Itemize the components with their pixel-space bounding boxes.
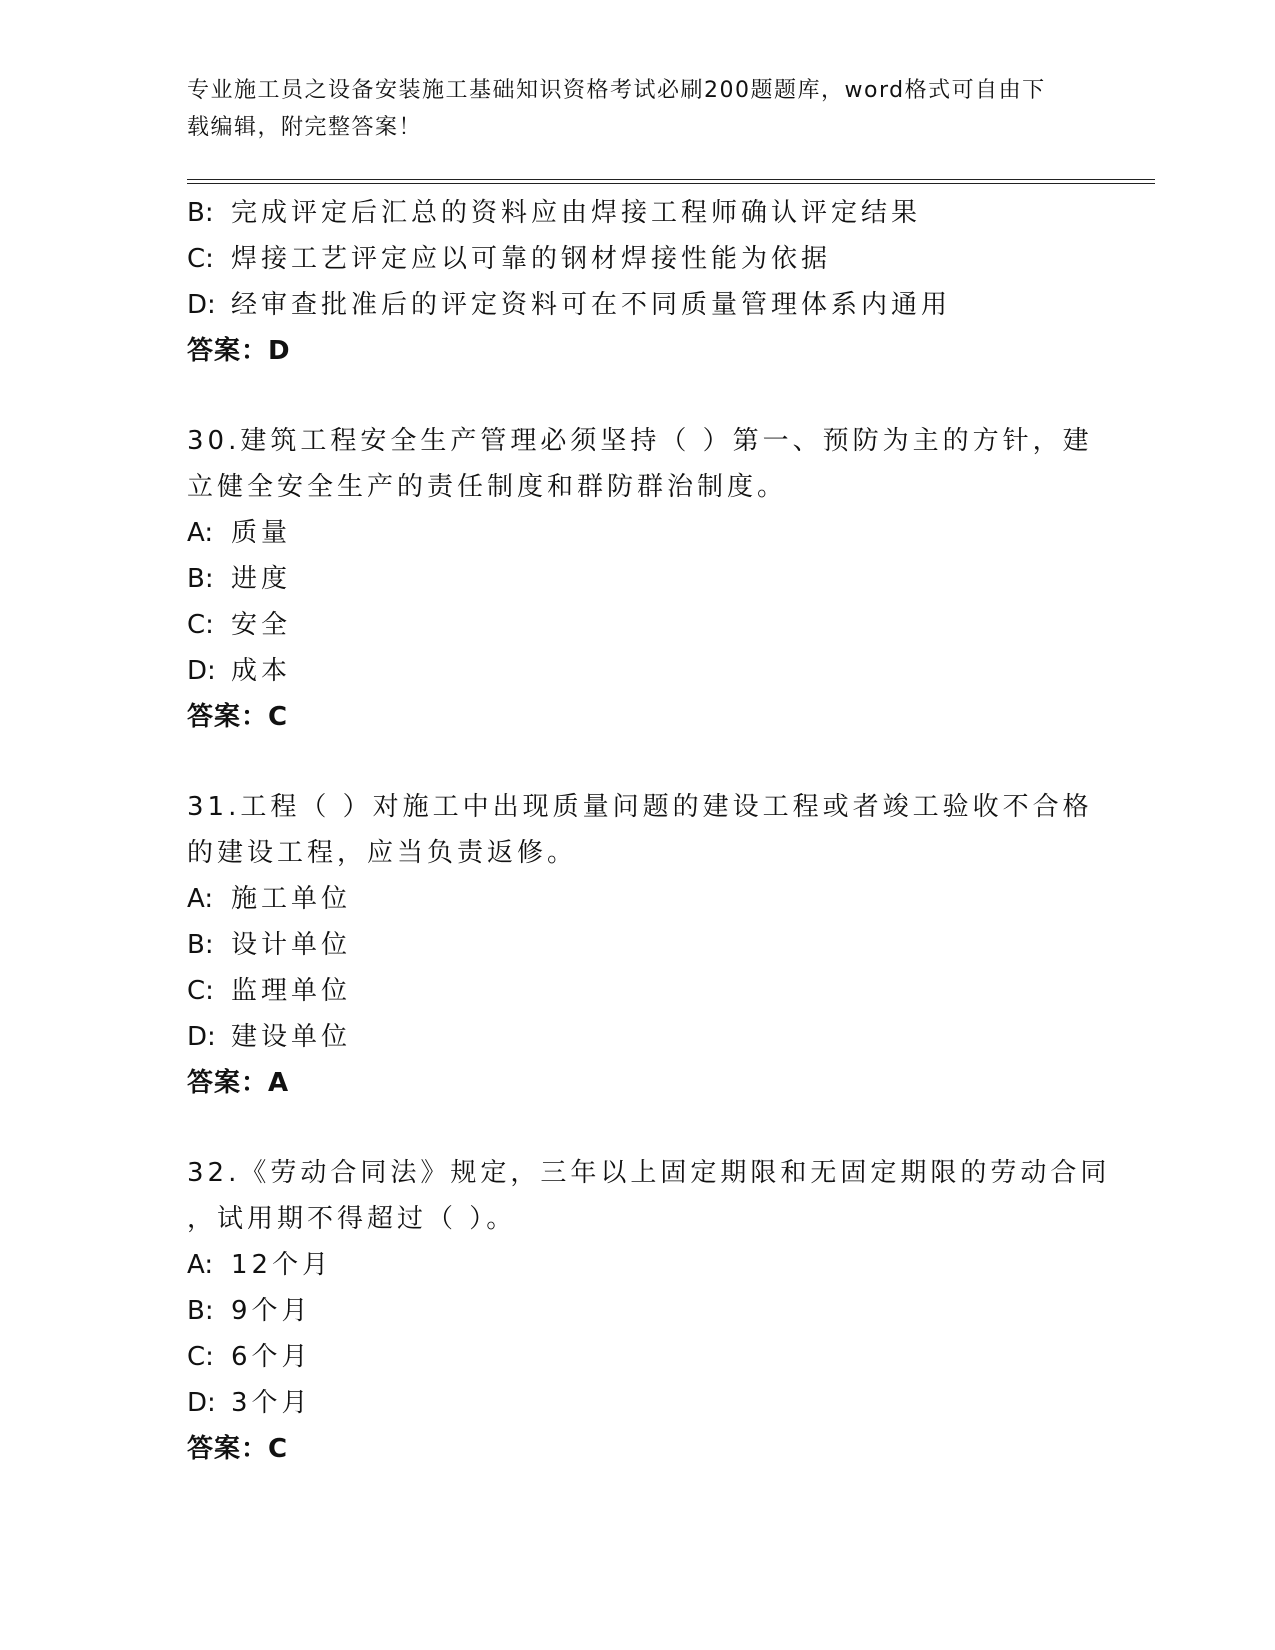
option-b — [187, 1288, 1087, 1334]
option-text: 焊接工艺评定应以可靠的钢材焊接性能为依据 — [231, 244, 832, 274]
option-text: 监理单位 — [231, 976, 352, 1006]
question-31 — [187, 784, 1093, 1106]
option-letter: D: — [187, 656, 216, 686]
option-letter: A: — [187, 518, 214, 548]
option-text: 施工单位 — [231, 884, 352, 914]
option-text: 经审查批准后的评定资料可在不同质量管理体系内通用 — [231, 290, 952, 320]
option-letter: C: — [187, 610, 214, 640]
option-text: 进度 — [231, 564, 292, 594]
option-text: 6个月 — [231, 1342, 312, 1372]
option-c — [187, 968, 1087, 1014]
question-text-line-1: 32.《劳动合同法》规定，三年以上固定期限和无固定期限的劳动合同 — [187, 1158, 1111, 1188]
option-letter: A: — [187, 884, 214, 914]
option-a — [187, 510, 1087, 556]
option-d — [187, 1014, 1087, 1060]
option-text: 完成评定后汇总的资料应由焊接工程师确认评定结果 — [231, 198, 922, 228]
option-letter: D: — [187, 1022, 216, 1052]
option-d — [187, 1380, 1087, 1426]
question-32 — [187, 1150, 1111, 1472]
option-text: 成本 — [231, 656, 292, 686]
option-d — [187, 648, 1087, 694]
option-text: 设计单位 — [231, 930, 352, 960]
option-letter: B: — [187, 930, 214, 960]
option-letter: C: — [187, 244, 214, 274]
option-d — [187, 282, 1087, 328]
question-text-line-1: 30.建筑工程安全生产管理必须坚持（ ）第一、预防为主的方针，建 — [187, 426, 1093, 456]
answer-line: 答案：A — [187, 1068, 290, 1098]
header-divider — [187, 179, 1155, 184]
option-text: 安全 — [231, 610, 292, 640]
option-text: 12个月 — [231, 1250, 333, 1280]
question-30 — [187, 418, 1093, 740]
option-b — [187, 556, 1087, 602]
option-c — [187, 602, 1087, 648]
previous-question-tail — [187, 190, 1087, 374]
option-c — [187, 1334, 1087, 1380]
question-text-line-2: 的建设工程，应当负责返修。 — [187, 838, 578, 868]
option-c — [187, 236, 1087, 282]
question-text-line-2: 立健全安全生产的责任制度和群防群治制度。 — [187, 472, 788, 502]
option-text: 建设单位 — [231, 1022, 352, 1052]
option-a — [187, 1242, 1087, 1288]
question-text-line-2: ，试用期不得超过（ ）。 — [187, 1204, 517, 1234]
document-header: 专业施工员之设备安装施工基础知识资格考试必刷200题题库，word格式可自由下载编辑，附完整答案！ — [187, 78, 1046, 140]
option-a — [187, 876, 1087, 922]
option-letter: D: — [187, 290, 216, 320]
question-text-line-1: 31.工程（ ）对施工中出现质量问题的建设工程或者竣工验收不合格 — [187, 792, 1093, 822]
option-text: 3个月 — [231, 1388, 312, 1418]
answer-line: 答案：D — [187, 336, 291, 366]
option-letter: B: — [187, 564, 214, 594]
answer-line: 答案：C — [187, 1434, 289, 1464]
option-b — [187, 190, 1087, 236]
answer-line: 答案：C — [187, 702, 289, 732]
option-text: 质量 — [231, 518, 292, 548]
question-list — [187, 190, 1111, 1472]
option-letter: C: — [187, 1342, 214, 1372]
option-letter: C: — [187, 976, 214, 1006]
option-b — [187, 922, 1087, 968]
option-letter: D: — [187, 1388, 216, 1418]
option-letter: A: — [187, 1250, 214, 1280]
option-letter: B: — [187, 1296, 214, 1326]
option-text: 9个月 — [231, 1296, 312, 1326]
option-letter: B: — [187, 198, 214, 228]
